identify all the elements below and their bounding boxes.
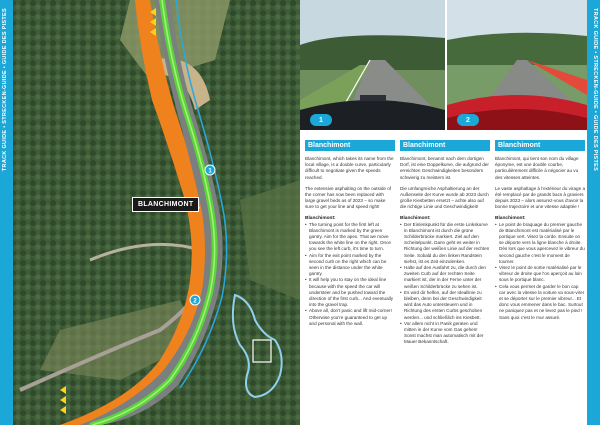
second-paragraph: Die umfangreiche Asphaltierung an der Außenseite der Kurve wurde ab 2023 durch große Kiesbetten ersetzt – achte also auf die richtige Linie und Geschwindigkeit!: [400, 185, 489, 210]
intro-paragraph: Blanchimont, qui tient son nom du village éponyme, est une double courbe, particulièrement difficile à négocier au vu des vitesses atteintes.: [495, 156, 579, 180]
track-marker-1: 1: [208, 168, 212, 175]
list-item: • Cela vous permet de garder le bon cap car avec la vitesse la voiture va sous-virer et se déporter sur le premier vibreur... Et donc vous emmener dans le bac. Surtout ne paniquez pas et ne levez pas le pied ! Sans quoi c'est le mur assuré.: [495, 284, 585, 321]
onboard-photo-1: [300, 0, 445, 130]
subheading: Blanchimont:: [400, 215, 431, 221]
side-text-right: TRACK GUIDE • STRECKEN-GUIDE • GUIDE DES PISTES: [592, 8, 598, 172]
list-item: • Es wird dir helfen, auf der Ideallinie zu bleiben, denn bei der Geschwindigkeit wird das Auto untersteuern und in Richtung des ersten Curbs geschoben werden... und schließlich ins Kiesbett.: [400, 290, 490, 321]
list-item: • It will help you to stay on the ideal line because with the speed the car will understeer and be pushed toward the direction of the first curb... And eventually into the gravel trap.: [305, 277, 395, 308]
bullet-list: [400, 222, 490, 346]
bullet-list: [495, 222, 585, 321]
text-columns: [305, 140, 587, 425]
side-text-left: TRACK GUIDE • STRECKEN-GUIDE • GUIDE DES PISTES: [2, 8, 8, 172]
side-strip-right: [587, 0, 600, 425]
column-heading: Blanchimont: [400, 140, 490, 151]
list-item: • Halte auf den Ausfahrt zu, die durch den zweiten Curb auf der rechten Seite markiert ist, der in der Ferne unter der weißen Schilderbrücke zu sehen ist.: [400, 265, 490, 290]
photo-2-badge: 2: [457, 114, 479, 126]
list-item: • Der Einlenkpunkt für die erste Linkskurve in Blanchimont ist durch die grüne Schilderbrücke markiert. Ziel auf den Scheitelpunkt. Dann geht es weiter in Richtung der weißen Linie auf der rechten Seite. Sobald du den linken Randstein siehst, ist es Zeit einzulenken.: [400, 222, 490, 265]
right-page: [300, 0, 600, 425]
intro-paragraph: Blanchimont, benannt nach dem dortigen Dorf, ist eine Doppelkurve, die aufgrund der erreichten Geschwindigkeiten besonders schwierig zu meistern ist.: [400, 156, 489, 180]
corner-label: BLANCHIMONT: [132, 197, 199, 212]
photo-1-badge: 1: [310, 114, 332, 126]
list-item: • Le point de braquage du premier gauche de Blanchimont est matérialisé par le portique vert. Visez la corde. Ensuite on se déporte vers la ligne blanche à droite. Dès lors que vous apercevez le vibreur du second gauche c'est le moment de tourner.: [495, 222, 585, 265]
column-german: [400, 140, 490, 425]
subheading: Blanchimont:: [305, 215, 336, 221]
subheading: Blanchimont:: [495, 215, 526, 221]
column-heading: Blanchimont: [495, 140, 585, 151]
list-item: • Vor allem nicht in Panik geraten und mitten in der Kurve vom Gas gehen! Sonst machst man automatisch mit der Mauer Bekanntschaft.: [400, 321, 490, 346]
second-paragraph: The extensive asphalting on the outside of the corner has now been replaced with large gravel beds as of 2023 – so make sure to get your line and speed right!: [305, 185, 392, 210]
second-paragraph: Le vaste asphaltage à l'extérieur du virage a été remplacé par de grands bacs à graviers depuis 2023 – alors assurez-vous d'avoir la bonne trajectoire et une vitesse adaptée !: [495, 185, 586, 210]
list-item: • Visez le point de sortie matérialisé par le vibreur de droite que l'on aperçoit au loin sous le portique blanc.: [495, 265, 585, 284]
circuit-minimap: [225, 285, 295, 405]
intro-paragraph: Blanchimont, which takes its name from the local village, is a double curve, particularly difficult to negotiate given the speeds reached.: [305, 156, 394, 180]
column-heading: Blanchimont: [305, 140, 395, 151]
column-french: [495, 140, 585, 425]
onboard-photo-2: [447, 0, 587, 130]
side-strip-left: [0, 0, 13, 425]
list-item: • Aim for the exit point marked by the second curb on the right which can be seen in the distance under the white gantry.: [305, 253, 395, 278]
list-item: • Above all, don't panic and lift mid-corner! Otherwise you're guaranteed to get up and personal with the wall.: [305, 308, 395, 327]
column-english: [305, 140, 395, 425]
list-item: • The turning point for the first left at Blanchimont is marked by the green gantry. Aim for the apex. That we move towards the white line on the right. Once you see the left curb, it's time to turn.: [305, 222, 395, 253]
track-marker-2: 2: [193, 298, 197, 305]
bullet-list: [305, 222, 395, 327]
